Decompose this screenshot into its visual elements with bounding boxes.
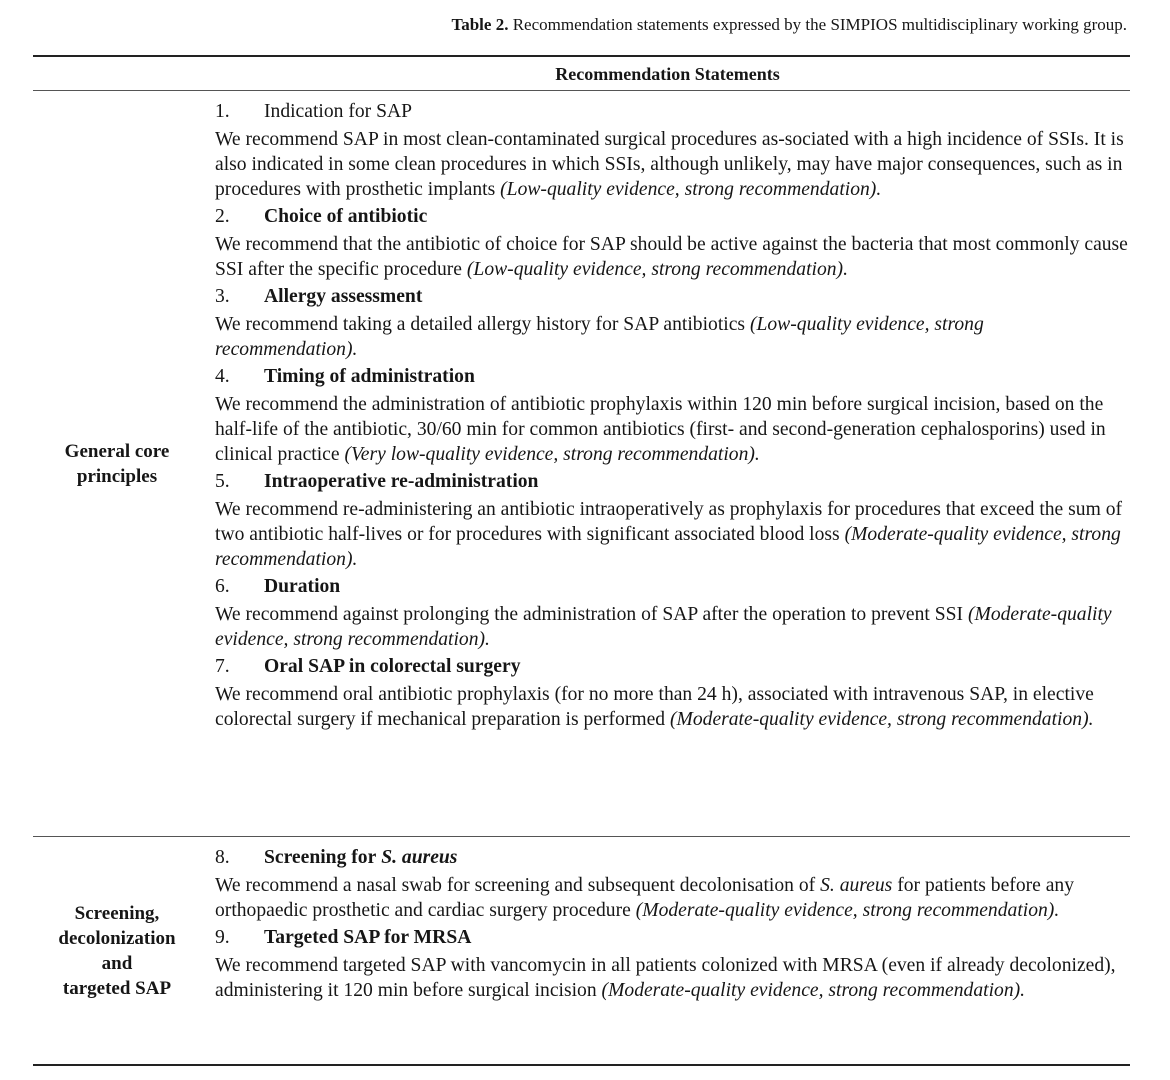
- statement-body: [215, 873, 1130, 923]
- statement-number: 3.: [215, 286, 230, 307]
- statement: [215, 843, 1130, 923]
- evidence-grade: (Moderate-quality evidence, strong recommendation).: [601, 980, 1026, 1001]
- evidence-grade: (Very low-quality evidence, strong recommendation).: [344, 444, 760, 465]
- evidence-grade: (Low-quality evidence, strong recommendation).: [215, 314, 984, 360]
- statement-title: [215, 362, 1130, 392]
- statement-list: [215, 97, 1130, 732]
- statement-title-text: Allergy assessment: [264, 286, 423, 307]
- statement-title-text: Oral SAP in colorectal surgery: [264, 656, 521, 677]
- statement-number: 1.: [215, 101, 230, 122]
- statement-number: 8.: [215, 847, 230, 868]
- table-bottom-rule: [33, 1064, 1130, 1066]
- statement-title: [215, 97, 1130, 127]
- statement-title: [215, 282, 1130, 312]
- statement-title-text: Intraoperative re-administration: [264, 471, 539, 492]
- statement-title: [215, 923, 1130, 953]
- statement-number: 9.: [215, 927, 230, 948]
- statement-body: [215, 312, 1130, 362]
- statement-title-text: Screening for: [264, 847, 377, 868]
- statement-text-rest: for patients before any orthopaedic prosthetic and cardiac surgery procedure: [215, 875, 1075, 921]
- section-divider-rule: [33, 836, 1130, 837]
- section-label-line: decolonization: [58, 928, 176, 949]
- evidence-grade: (Moderate-quality evidence, strong recommendation).: [215, 604, 1112, 650]
- statement-title: [215, 202, 1130, 232]
- statement-title-text: Timing of administration: [264, 366, 475, 387]
- statement: [215, 282, 1130, 362]
- statement-title-text: Duration: [264, 576, 341, 597]
- evidence-grade: (Low-quality evidence, strong recommendation).: [466, 259, 848, 280]
- table-caption-text: Recommendation statements expressed by the SIMPIOS multidisciplinary working group.: [512, 15, 1127, 34]
- statement-text: We recommend that the antibiotic of choice for SAP should be active against the bacteria that most commonly cause SSI after the specific procedure: [215, 234, 1128, 280]
- statement-title-text: Targeted SAP for MRSA: [264, 927, 472, 948]
- column-header: Recommendation Statements: [555, 64, 780, 84]
- statement-number: 4.: [215, 366, 230, 387]
- statement-body: [215, 953, 1130, 1003]
- statement: [215, 923, 1130, 1003]
- statement-title: [215, 572, 1130, 602]
- evidence-grade: (Moderate-quality evidence, strong recommendation).: [635, 900, 1060, 921]
- statement-number: 2.: [215, 206, 230, 227]
- statement-body: [215, 392, 1130, 467]
- section-label-line: and: [101, 953, 133, 974]
- statement: [215, 572, 1130, 652]
- statement: [215, 467, 1130, 572]
- statement-title: [215, 652, 1130, 682]
- statement-text: We recommend a nasal swab for screening and subsequent decolonisation of: [215, 875, 821, 896]
- evidence-grade: (Low-quality evidence, strong recommendation).: [500, 179, 882, 200]
- section-label-line: Screening,: [74, 903, 160, 924]
- statement-text: We recommend taking a detailed allergy history for SAP antibiotics: [215, 314, 750, 335]
- table-caption: [0, 13, 1127, 37]
- statement-number: 7.: [215, 656, 230, 677]
- statement: [215, 362, 1130, 467]
- section-label: [33, 839, 201, 1063]
- statement-body: [215, 127, 1130, 202]
- statement-text: We recommend the administration of antibiotic prophylaxis within 120 min before surgical incision, based on the half-life of the antibiotic, 30/60 min for common antibiotics (first- and second-generation cephalosporins) used in clinical practice: [215, 394, 1106, 465]
- statement-body: [215, 232, 1130, 282]
- statement-text: We recommend re-administering an antibiotic intraoperatively as prophylaxis for procedures that exceed the sum of two antibiotic half-lives or for procedures with significant associated blood loss: [215, 499, 1123, 545]
- statement-title-text: Choice of antibiotic: [264, 206, 428, 227]
- statement-number: 5.: [215, 471, 230, 492]
- statement-organism: S. aureus: [820, 875, 893, 896]
- statement-title: [215, 467, 1130, 497]
- section-label-line: principles: [76, 466, 158, 487]
- statement-text: We recommend targeted SAP with vancomycin in all patients colonized with MRSA (even if already decolonized), administering it 120 min before surgical incision: [215, 955, 1116, 1001]
- statement-list: [215, 843, 1130, 1003]
- statement-text: We recommend against prolonging the administration of SAP after the operation to prevent SSI: [215, 604, 968, 625]
- statement-body: [215, 602, 1130, 652]
- statement-title: [215, 843, 1130, 873]
- table-top-rule: [33, 55, 1130, 57]
- table-caption-label: Table 2.: [451, 15, 509, 34]
- statement-text: We recommend SAP in most clean-contaminated surgical procedures as-sociated with a high incidence of SSIs. It is also indicated in some clean procedures in which SSIs, although unlikely, may have major consequences, such as in procedures with prosthetic implants: [215, 129, 1124, 200]
- statement: [215, 652, 1130, 732]
- statement-title-text: Indication for SAP: [264, 101, 413, 122]
- section-screening-decolonization: [33, 839, 1130, 1063]
- statement-body: [215, 497, 1130, 572]
- statement-body: [215, 682, 1130, 732]
- section-general-core-principles: [33, 93, 1130, 835]
- section-label-line: General core: [64, 441, 170, 462]
- evidence-grade: (Moderate-quality evidence, strong recommendation).: [215, 524, 1121, 570]
- evidence-grade: (Moderate-quality evidence, strong recommendation).: [670, 709, 1094, 730]
- header-rule: [33, 90, 1130, 91]
- statement: [215, 97, 1130, 202]
- statement-text: We recommend oral antibiotic prophylaxis (for no more than 24 h), associated with intravenous SAP, in elective colorectal surgery if mechanical preparation is performed: [215, 684, 1094, 730]
- section-label: [33, 93, 201, 835]
- statement-title-organism: S. aureus: [381, 847, 458, 868]
- section-label-line: targeted SAP: [62, 978, 172, 999]
- statement-number: 6.: [215, 576, 230, 597]
- statement: [215, 202, 1130, 282]
